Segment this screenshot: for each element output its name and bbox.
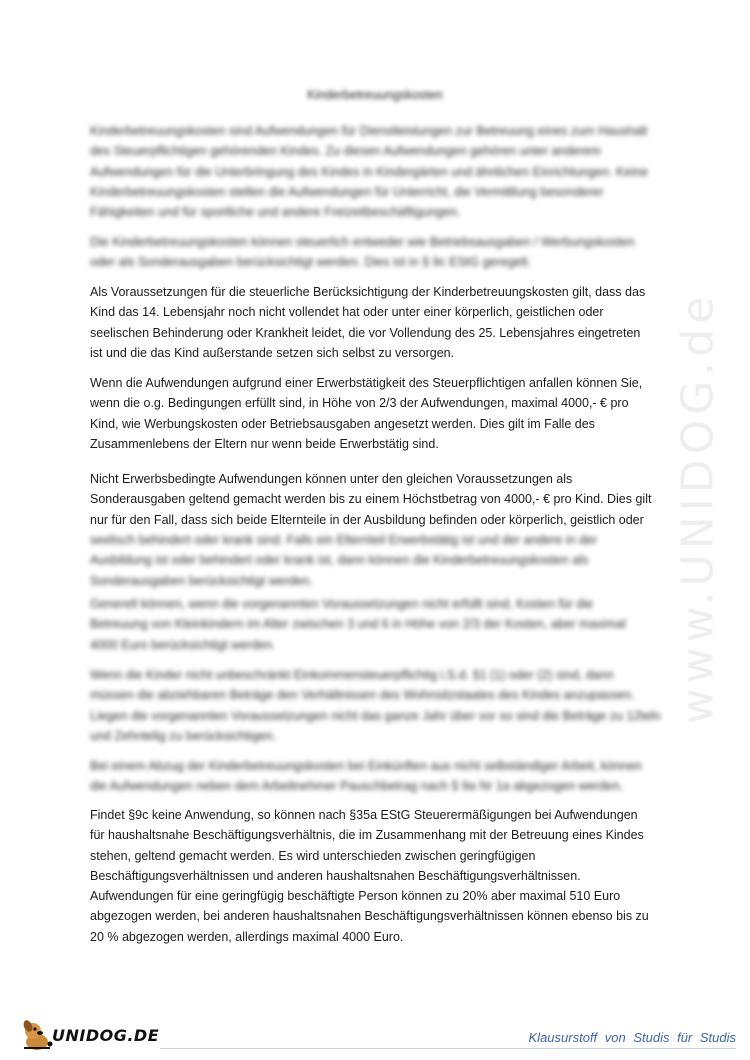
dog-mascot-icon — [20, 1018, 56, 1052]
paragraph-legal-basis: Die Kinderbetreuungskosten können steuerlich entweder wie Betriebsausgaben / Werbungskosten oder als Sonderausgaben berücksichtigt werden. Dies ist in § 9c EStG geregelt. — [90, 235, 635, 270]
watermark-text: www.UNIDOG.de — [672, 291, 724, 725]
paragraph-employment: Wenn die Aufwendungen aufgrund einer Erwerbstätigkeit des Steuerpflichtigen anfallen können Sie, wenn die o.g. Bedingungen erfüllt sind, in Höhe von 2/3 der Aufwendungen, maximal 4000,- € pro Kind, wie Werbungskosten oder Betriebsausgaben angesetzt werden. Dies gilt im Falle des Zusammenlebens der Eltern nur wenn beide Erwerbstätig sind. — [90, 376, 643, 451]
document-title: Kinderbetreuungskosten — [307, 88, 443, 102]
paragraph-requirements: Als Voraussetzungen für die steuerliche Berücksichtigung der Kinderbetreuungskosten gilt, dass das Kind das 14. Lebensjahr noch nicht vollendet hat oder unter einer körperlich, geistlichen oder seelischen Behinderung oder Krankheit leidet, die vor Vollendung des 25. Lebensjahres eingetreten ist und die das Kind außerstande setzen sich selbst zu versorgen. — [90, 285, 646, 360]
footer-divider — [160, 1048, 736, 1049]
paragraph-household-services: Findet §9c keine Anwendung, so können nach §35a EStG Steuerermäßigungen bei Aufwendungen für haushaltsnahe Beschäftigungsverhältnis, die im Zusammenhang mit der Betreuung eines Kindes stehen, geltend gemacht werden. Es wird unterschieden zwischen geringfügigen Beschäftigungsverhältnissen und anderen haushaltsnahen Beschäftigungsverhältnissen. Aufwendungen für eine geringfügig beschäftigte Person können zu 20% aber maximal 510 Euro abgezogen werden, bei anderen haushaltsnahen Beschäftigungsverhältnissen können ebenso bis zu 20 % abgezogen werden, allerdings maximal 4000 Euro. — [90, 808, 649, 944]
logo-text: UNIDOG.DE — [52, 1026, 160, 1045]
paragraph-definition: Kinderbetreuungskosten sind Aufwendungen für Dienstleistungen zur Betreuung eines zum Haushalt des Steuerpflichtigen gehörenden Kindes. Zu diesen Aufwendungen gehören unter anderem Aufwendungen für die Unterbringung des Kindes in Kindergärten und ähnlichen Einrichtungen. Keine Kinderbetreuungskosten stellen die Aufwendungen für Unterricht, die Vermittlung besonderer Fähigkeiten und für sportliche und andere Freizeitbeschäftigungen. — [90, 124, 649, 220]
paragraph-special-expenses-continued: seelisch behindert oder krank sind. Falls ein Elternteil Erwerbstätig ist und der andere in der Ausbildung ist oder behindert oder krank ist, dann können die Kinderbetreuungskosten als Sonderausgaben berücksichtigt werden. — [90, 533, 598, 588]
paragraph-general: Generell können, wenn die vorgenannten Voraussetzungen nicht erfüllt sind, Kosten für die Betreuung von Kleinkindern im Alter zwischen 3 und 6 in Höhe von 2/3 der Kosten, aber maximal 4000 Euro berücksichtigt werden. — [90, 597, 626, 652]
paragraph-special-expenses: Nicht Erwerbsbedingte Aufwendungen können unter den gleichen Voraussetzungen als Sonderausgaben geltend gemacht werden bis zu einem Höchstbetrag von 4000,- € pro Kind. Dies gilt nur für den Fall, dass sich beide Elternteile in der Ausbildung befinden oder körperlich, geistlich oder — [90, 472, 652, 527]
paragraph-foreign-children: Wenn die Kinder nicht unbeschränkt Einkommensteuerpflichtig i.S.d. §1 (1) oder (2) sind, dann müssen die abziehbaren Beträge den Verhältnissen des Wohnsitzstaates des Kindes anzupassen. Liegen die vorgenannten Voraussetzungen nicht das ganze Jahr über vor so sind die Beträge zu 12teln und Zehntelig zu berücksichtigen. — [90, 668, 661, 743]
paragraph-employee-deduction: Bei einem Abzug der Kinderbetreuungskosten bei Einkünften aus nicht selbständiger Arbeit, können die Aufwendungen neben dem Arbeitnehmer Pauschbetrag nach § 9a Nr 1a abgezogen werden. — [90, 759, 642, 794]
unidog-logo — [20, 1018, 160, 1052]
footer-tagline: Klausurstoff von Studis für Studis — [528, 1030, 736, 1045]
